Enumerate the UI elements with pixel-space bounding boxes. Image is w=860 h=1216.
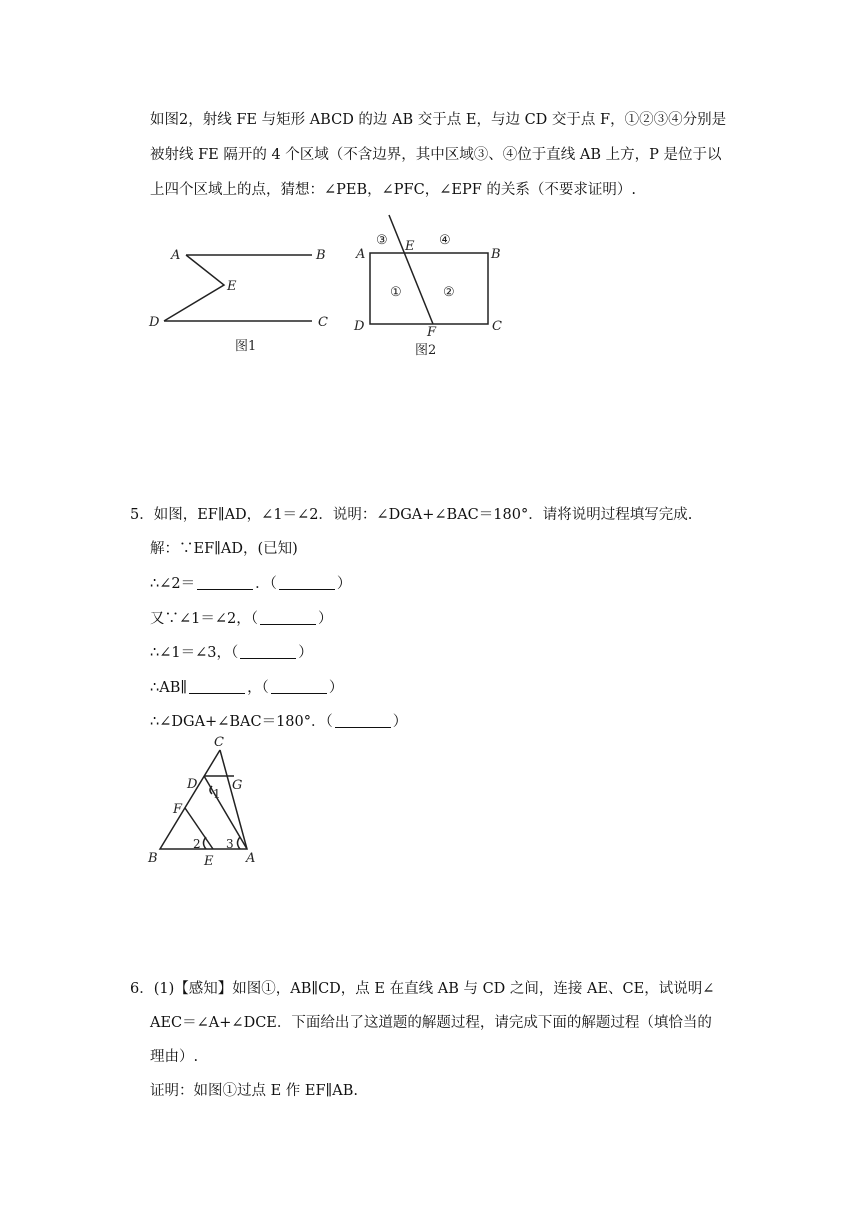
q5-step-2-text-a: 又∵∠1＝∠2，（ — [150, 611, 258, 627]
q5-step-0: 解：∵EF∥AD，(已知) — [150, 541, 298, 557]
fig2-region-3: ③ — [376, 233, 388, 248]
q5-step-1-text-a: ∴∠2＝ — [150, 576, 196, 592]
q5-step-4 — [150, 681, 343, 696]
q5-label-a: A — [246, 851, 256, 866]
q6-line-3: 理由）. — [150, 1049, 199, 1065]
q5-stem: 5．如图，EF∥AD，∠1＝∠2．说明：∠DGA+∠BAC＝180°．请将说明过程填写完成. — [130, 507, 693, 523]
fig2-label-b: B — [491, 247, 501, 262]
fig1-label-e: E — [227, 279, 237, 294]
q5-step-4-text-c: ） — [328, 680, 344, 696]
q5-blank-1[interactable] — [197, 577, 253, 590]
figure-1 — [140, 235, 340, 365]
q5-step-4-text-a: ∴AB∥ — [150, 680, 188, 696]
q5-step-4-text-b: ，（ — [247, 680, 269, 696]
q5-blank-5[interactable] — [189, 681, 245, 694]
intro-line-2: 被射线 FE 隔开的 4 个区域（不含边界，其中区域③、④位于直线 AB 上方，P 是位于以 — [150, 147, 722, 163]
fig2-label-e: E — [405, 239, 415, 254]
q5-step-2-text-b: ） — [318, 611, 333, 627]
q5-step-1-text-b: ．（ — [255, 576, 277, 592]
fig2-region-2: ② — [443, 285, 455, 300]
q5-step-5-text-a: ∴∠DGA+∠BAC＝180°．（ — [150, 714, 333, 730]
fig2-label-f: F — [427, 325, 437, 340]
fig1-label-a: A — [171, 248, 181, 263]
q5-label-b: B — [148, 851, 158, 866]
fig2-label-a: A — [356, 247, 366, 262]
q6-line-4: 证明：如图①过点 E 作 EF∥AB. — [150, 1083, 358, 1099]
q5-label-e: E — [204, 854, 214, 869]
q5-label-d: D — [187, 777, 198, 792]
intro-line-1: 如图2，射线 FE 与矩形 ABCD 的边 AB 交于点 E，与边 CD 交于点 F，①②③④分别是 — [150, 112, 727, 128]
q5-step-5-text-b: ） — [392, 714, 408, 730]
q5-label-g: G — [232, 778, 243, 793]
fig1-label-c: C — [318, 315, 328, 330]
figure-2 — [345, 210, 520, 360]
q5-blank-2[interactable] — [279, 577, 335, 590]
fig2-region-1: ① — [390, 285, 402, 300]
q5-blank-4[interactable] — [240, 646, 296, 659]
fig1-label-b: B — [316, 248, 326, 263]
q5-step-1-text-c: ） — [336, 576, 352, 592]
q5-angle-3-arc — [238, 837, 241, 849]
q5-angle-1-label: 1 — [213, 787, 221, 801]
fig2-ray-fe — [389, 215, 433, 324]
q5-blank-3[interactable] — [260, 612, 316, 625]
q5-label-f: F — [173, 802, 183, 817]
fig1-polyline-aed — [164, 255, 224, 321]
q5-angle-2-label: 2 — [193, 837, 201, 851]
fig1-label-d: D — [149, 315, 160, 330]
q5-step-3-text-a: ∴∠1＝∠3，（ — [150, 645, 239, 661]
q5-label-c: C — [214, 735, 224, 750]
fig2-label-d: D — [354, 319, 365, 334]
q5-blank-6[interactable] — [271, 681, 327, 694]
fig2-label-c: C — [492, 319, 502, 334]
q5-step-2 — [150, 612, 333, 627]
fig1-caption: 图1 — [235, 339, 257, 354]
q5-angle-3-label: 3 — [226, 837, 234, 851]
fig2-caption: 图2 — [415, 343, 437, 358]
q5-step-3 — [150, 646, 313, 661]
fig2-region-4: ④ — [439, 233, 451, 248]
q5-step-3-text-b: ） — [298, 645, 313, 661]
q6-line-1: 6．(1)【感知】如图①，AB∥CD，点 E 在直线 AB 与 CD 之间，连接 AE、CE，试说明∠ — [130, 981, 715, 997]
q5-figure — [140, 732, 270, 872]
q5-step-1 — [150, 577, 351, 592]
q5-blank-7[interactable] — [335, 715, 391, 728]
q5-step-5 — [150, 715, 407, 730]
intro-line-3: 上四个区域上的点，猜想：∠PEB，∠PFC，∠EPF 的关系（不要求证明）. — [150, 182, 636, 198]
q6-line-2: AEC＝∠A+∠DCE．下面给出了这道题的解题过程，请完成下面的解题过程（填恰当的 — [150, 1015, 712, 1031]
